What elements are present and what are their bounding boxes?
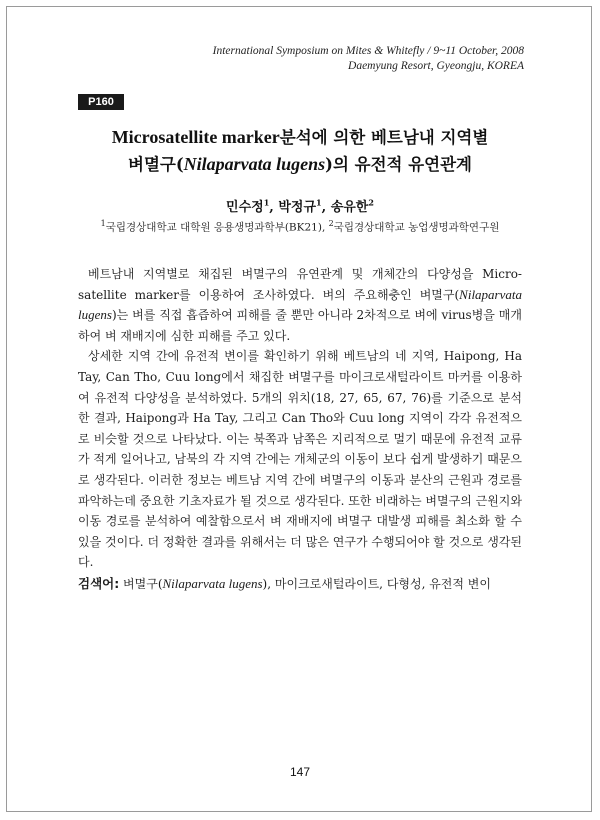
affiliation-mark: 2 — [328, 219, 334, 228]
conference-header-line2: Daemyung Resort, Gyeongju, KOREA — [348, 60, 524, 72]
poster-id-badge: P160 — [78, 94, 124, 110]
affiliation-1: 국립경상대학교 대학원 응용생명과학부(BK21), — [105, 221, 329, 234]
paper-title — [60, 124, 540, 178]
title-line1-rest: 분석에 의한 베트남내 지역별 — [279, 128, 489, 147]
title-marker-term: Microsatellite marker — [111, 127, 280, 147]
keywords-text: 벼멸구( — [119, 577, 163, 591]
keyword-species-name: Nilaparvata lugens — [162, 576, 263, 591]
title-line2 — [60, 151, 540, 178]
keywords — [78, 574, 522, 592]
author-list — [60, 196, 540, 215]
abstract — [78, 264, 522, 573]
title-line2-suffix: )의 유전적 유연관계 — [325, 155, 472, 174]
abstract-paragraph-2: 상세한 지역 간에 유전적 변이를 확인하기 위해 베트남의 네 지역, Haipong, Ha Tay, Can Tho, Cuu long에서 채집한 벼멸구를 마이크로새털라이트 마커를 이용하여 유전적 다양성을 분석하였다. 5개의 위치(18, 27, 65, 67, 76)를 기준으로 분석한 결과, Haipong과 Ha Tay, 그리고 Can Tho와 Cuu long 지역이 각각 유전적으로 비슷할 것으로 나타났다. 이는 북쪽과 남쪽은 지리적으로 멀기 때문에 유전적 교류가 적게 일어나고, 남북의 각 지역 간에는 개체군의 이동이 보다 쉽게 발생하기 때문으로 생각된다. 이러한 정보는 베트남 지역 간에 벼멸구의 이동과 분산의 근원과 경로를 파악하는데 중요한 기초자료가 될 것으로 생각된다. 또한 비래하는 벼멸구의 근원지와 이동 경로를 분석하여 예찰함으로서 벼 재배지에 벼멸구 대발생 피해를 최소화 할 수 있을 것이다. 더 정확한 결과를 위해서는 더 많은 연구가 수행되어야 할 것으로 생각된다. — [78, 349, 522, 570]
author-affiliation-mark: 1 — [316, 197, 322, 208]
conference-header-line1: International Symposium on Mites & Whitefly / 9~11 October, 2008 — [212, 45, 524, 57]
abstract-paragraph-1 — [78, 264, 522, 346]
abstract-text: )는 벼를 직접 흡즙하여 피해를 줄 뿐만 아니라 2차적으로 벼에 virus병을 매개하여 벼 재배지에 심한 피해를 주고 있다. — [78, 308, 522, 343]
keywords-text: ), 마이크로새털라이트, 다형성, 유전적 변이 — [262, 577, 491, 591]
page-number: 147 — [289, 765, 311, 779]
conference-header — [213, 44, 524, 74]
affiliation-mark: 1 — [100, 219, 106, 228]
title-line2-prefix: 벼멸구( — [128, 155, 184, 174]
title-line1 — [60, 124, 540, 151]
author-affiliation-mark: 1 — [263, 197, 270, 208]
abstract-text: 베트남내 지역별로 채집된 벼멸구의 유연관계 및 개체간의 다양성을 Micro-satellite marker를 이용하여 조사하였다. 벼의 주요해충인 벼멸구( — [78, 267, 522, 302]
title-species-name: Nilaparvata lugens — [183, 154, 326, 174]
author-separator: , — [269, 200, 279, 215]
author-name: 민수정 — [226, 200, 264, 215]
author-separator: , — [321, 200, 331, 215]
author-name: 송유한 — [330, 200, 369, 215]
affiliation-2: 국립경상대학교 농업생명과학연구원 — [333, 221, 500, 234]
species-name: Nilaparvata lugens — [78, 286, 522, 323]
affiliations — [60, 219, 540, 235]
author-affiliation-mark: 2 — [368, 197, 374, 208]
author-name: 박정규 — [278, 200, 317, 215]
keywords-label: 검색어: — [78, 576, 120, 591]
